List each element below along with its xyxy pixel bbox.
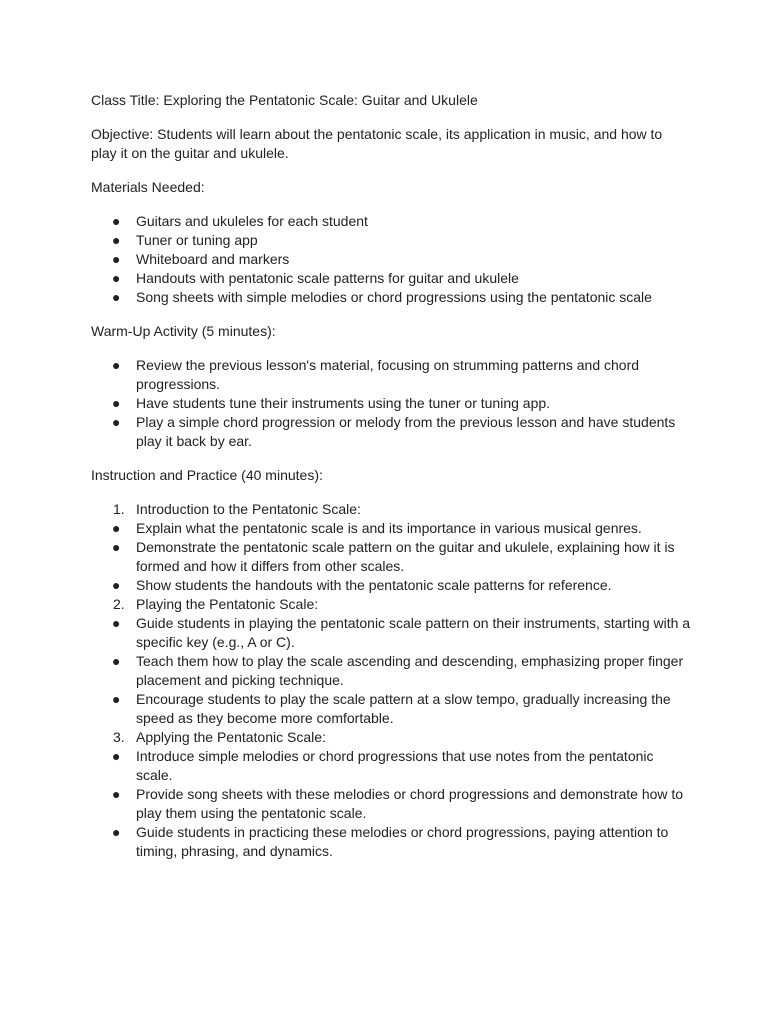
list-item-text: Song sheets with simple melodies or chord progressions using the pentatonic scale: [136, 289, 652, 305]
list-item-text: Tuner or tuning app: [136, 232, 258, 248]
list-item-text: Demonstrate the pentatonic scale pattern on the guitar and ukulele, explaining how it is formed and how it differs from other scales.: [136, 539, 675, 574]
bullet-icon: ●: [112, 395, 121, 411]
list-item: [91, 413, 691, 451]
list-item-text: Encourage students to play the scale pattern at a slow tempo, gradually increasing the speed as they become more comfortable.: [136, 691, 671, 726]
numbered-item: [91, 728, 691, 747]
list-item: [91, 652, 691, 690]
list-item-text: Have students tune their instruments using the tuner or tuning app.: [136, 395, 551, 411]
bullet-icon: ●: [112, 691, 121, 707]
list-item: [91, 519, 691, 538]
list-item: [91, 394, 691, 413]
list-item-text: Guitars and ukuleles for each student: [136, 213, 368, 229]
instruction-heading: Instruction and Practice (40 minutes):: [91, 467, 323, 483]
bullet-icon: ●: [112, 414, 121, 430]
list-item-text: Introduce simple melodies or chord progressions that use notes from the pentatonic scale.: [136, 748, 654, 783]
list-item-text: Guide students in playing the pentatonic scale pattern on their instruments, starting with a specific key (e.g., A or C).: [136, 615, 691, 650]
list-item: [91, 614, 691, 652]
objective: Objective: Students will learn about the pentatonic scale, its application in music, and how to play it on the guitar and ukulele.: [91, 126, 663, 161]
document-content: [91, 91, 691, 876]
bullet-icon: ●: [112, 824, 121, 840]
list-item: [91, 269, 691, 288]
bullet-icon: ●: [112, 289, 121, 305]
list-number: 2.: [113, 596, 125, 612]
list-item-text: Explain what the pentatonic scale is and its importance in various musical genres.: [136, 520, 642, 536]
bullet-icon: ●: [112, 748, 121, 764]
numbered-item: [91, 500, 691, 519]
bullet-icon: ●: [112, 577, 121, 593]
list-item-text: Teach them how to play the scale ascending and descending, emphasizing proper finger placement and picking technique.: [136, 653, 684, 688]
list-item: [91, 747, 691, 785]
class-title: Class Title: Exploring the Pentatonic Scale: Guitar and Ukulele: [91, 92, 478, 108]
list-item-text: Play a simple chord progression or melody from the previous lesson and have students play it back by ear.: [136, 414, 676, 449]
bullet-icon: ●: [112, 520, 121, 536]
list-number: 3.: [113, 729, 125, 745]
list-item: [91, 212, 691, 231]
numbered-item: [91, 595, 691, 614]
list-item: [91, 690, 691, 728]
list-item: [91, 785, 691, 823]
warmup-heading: Warm-Up Activity (5 minutes):: [91, 323, 276, 339]
list-item: [91, 356, 691, 394]
list-item-text: Applying the Pentatonic Scale:: [136, 729, 326, 745]
bullet-icon: ●: [112, 653, 121, 669]
list-item-text: Review the previous lesson's material, focusing on strumming patterns and chord progressions.: [136, 357, 640, 392]
bullet-icon: ●: [112, 539, 121, 555]
list-item-text: Handouts with pentatonic scale patterns for guitar and ukulele: [136, 270, 519, 286]
bullet-icon: ●: [112, 615, 121, 631]
bullet-icon: ●: [112, 213, 121, 229]
list-item: [91, 823, 691, 861]
list-item-text: Provide song sheets with these melodies or chord progressions and demonstrate how to play them using the pentatonic scale.: [136, 786, 684, 821]
list-item-text: Whiteboard and markers: [136, 251, 290, 267]
materials-heading: Materials Needed:: [91, 179, 205, 195]
list-item: [91, 576, 691, 595]
bullet-icon: ●: [112, 357, 121, 373]
list-item: [91, 231, 691, 250]
warmup-list: [91, 356, 691, 451]
list-number: 1.: [113, 501, 125, 517]
list-item-text: Playing the Pentatonic Scale:: [136, 596, 319, 612]
list-item: [91, 538, 691, 576]
list-item: [91, 250, 691, 269]
list-item-text: Guide students in practicing these melodies or chord progressions, paying attention to timing, phrasing, and dynamics.: [136, 824, 669, 859]
materials-list: [91, 212, 691, 307]
list-item-text: Show students the handouts with the pentatonic scale patterns for reference.: [136, 577, 612, 593]
bullet-icon: ●: [112, 786, 121, 802]
bullet-icon: ●: [112, 232, 121, 248]
instruction-list: [91, 500, 691, 861]
list-item: [91, 288, 691, 307]
bullet-icon: ●: [112, 251, 121, 267]
list-item-text: Introduction to the Pentatonic Scale:: [136, 501, 361, 517]
bullet-icon: ●: [112, 270, 121, 286]
